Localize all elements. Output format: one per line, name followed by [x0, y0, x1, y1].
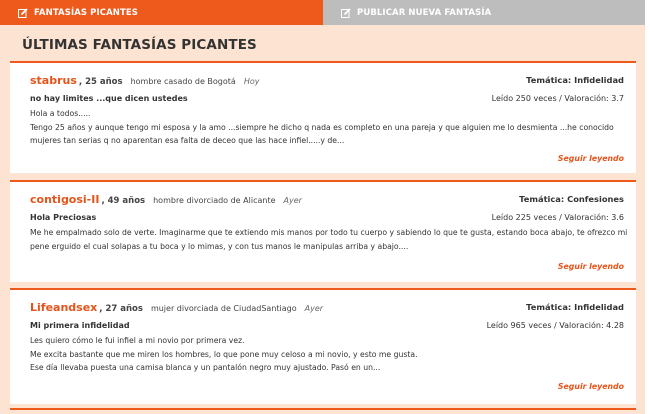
post-stats: Leído 225 veces / Valoración: 3.6	[491, 213, 624, 222]
edit-icon	[18, 8, 28, 18]
excerpt-line: pene erguido el cual solapas a tu boca y lo mimas, y con tus manos le manipulas arriba y abajo....	[30, 241, 409, 251]
post-topic: Temática: Infidelidad	[526, 75, 624, 85]
post-topic: Temática: Confesiones	[519, 194, 624, 204]
excerpt-line: Ese día llevaba puesta una camisa blanca y un pantalón negro muy ajustado. Pasó en un...	[30, 363, 381, 372]
post-date: Ayer	[304, 304, 324, 313]
tab-label: PUBLICAR NUEVA FANTASÍA	[357, 7, 492, 18]
username-link[interactable]: Lifeandsex	[30, 301, 98, 314]
excerpt-line: Me he empalmado solo de verte. Imaginarme que te extiendo mis manos por todo tu cuerpo y sabiendo lo que te gusta, estando boca abajo, te ofrezco mi	[30, 228, 628, 237]
post-header	[30, 74, 259, 87]
tab-publicar-nueva-fantasia[interactable]	[323, 0, 645, 25]
post-date: Hoy	[243, 77, 260, 86]
user-age: , 49 años	[101, 196, 146, 206]
user-description: hombre divorciado de Alicante	[153, 196, 276, 205]
edit-icon	[341, 8, 351, 18]
user-description: mujer divorciada de CiudadSantiago	[150, 304, 297, 313]
user-age: , 27 años	[99, 304, 143, 314]
username-link[interactable]: contigosi-II	[30, 193, 100, 206]
excerpt-line: Les quiero cómo le fui infiel a mi novio por primera vez.	[30, 336, 245, 345]
post-title[interactable]: Mi primera infidelidad	[30, 321, 130, 330]
page-title: ÚLTIMAS FANTASÍAS PICANTES	[22, 37, 257, 53]
post-stats: Leído 965 veces / Valoración: 4.28	[486, 321, 624, 330]
read-more-link[interactable]: Seguir leyendo	[557, 154, 624, 163]
read-more-link[interactable]: Seguir leyendo	[557, 262, 624, 271]
divider	[10, 408, 636, 410]
user-description: hombre casado de Bogotá	[130, 77, 236, 86]
post-card	[10, 288, 636, 404]
excerpt-line: Hola a todos.....	[30, 109, 91, 118]
read-more-link[interactable]: Seguir leyendo	[557, 382, 624, 391]
post-excerpt	[30, 226, 628, 253]
post-header	[30, 301, 323, 314]
post-title[interactable]: no hay limites ...que dicen ustedes	[30, 94, 188, 103]
post-excerpt	[30, 107, 614, 148]
post-stats: Leído 250 veces / Valoración: 3.7	[491, 94, 624, 103]
post-header	[30, 193, 302, 206]
post-title[interactable]: Hola Preciosas	[30, 213, 97, 222]
tab-label: FANTASÍAS PICANTES	[34, 7, 139, 18]
post-excerpt	[30, 334, 610, 375]
post-card	[10, 61, 636, 173]
tab-fantasias-picantes[interactable]	[0, 0, 323, 25]
post-card	[10, 180, 636, 282]
post-topic: Temática: Infidelidad	[526, 302, 624, 312]
post-date: Ayer	[283, 196, 302, 205]
username-link[interactable]: stabrus	[30, 74, 77, 87]
excerpt-line: Me excita bastante que me miren los hombres, lo que pone muy celoso a mi novio, y esto me gusta.	[30, 349, 418, 359]
excerpt-line: mujeres tan serias q no aparentan esa falta de deceo que las hace infiel.....y de...	[30, 136, 345, 145]
user-age: , 25 años	[78, 77, 123, 87]
tab-bar	[0, 0, 645, 25]
excerpt-line: Tengo 25 años y aunque tengo mi esposa y la amo ...siempre he dicho q nada es completo en una pareja y que alguien me lo desmienta ...he conocido	[30, 122, 614, 132]
